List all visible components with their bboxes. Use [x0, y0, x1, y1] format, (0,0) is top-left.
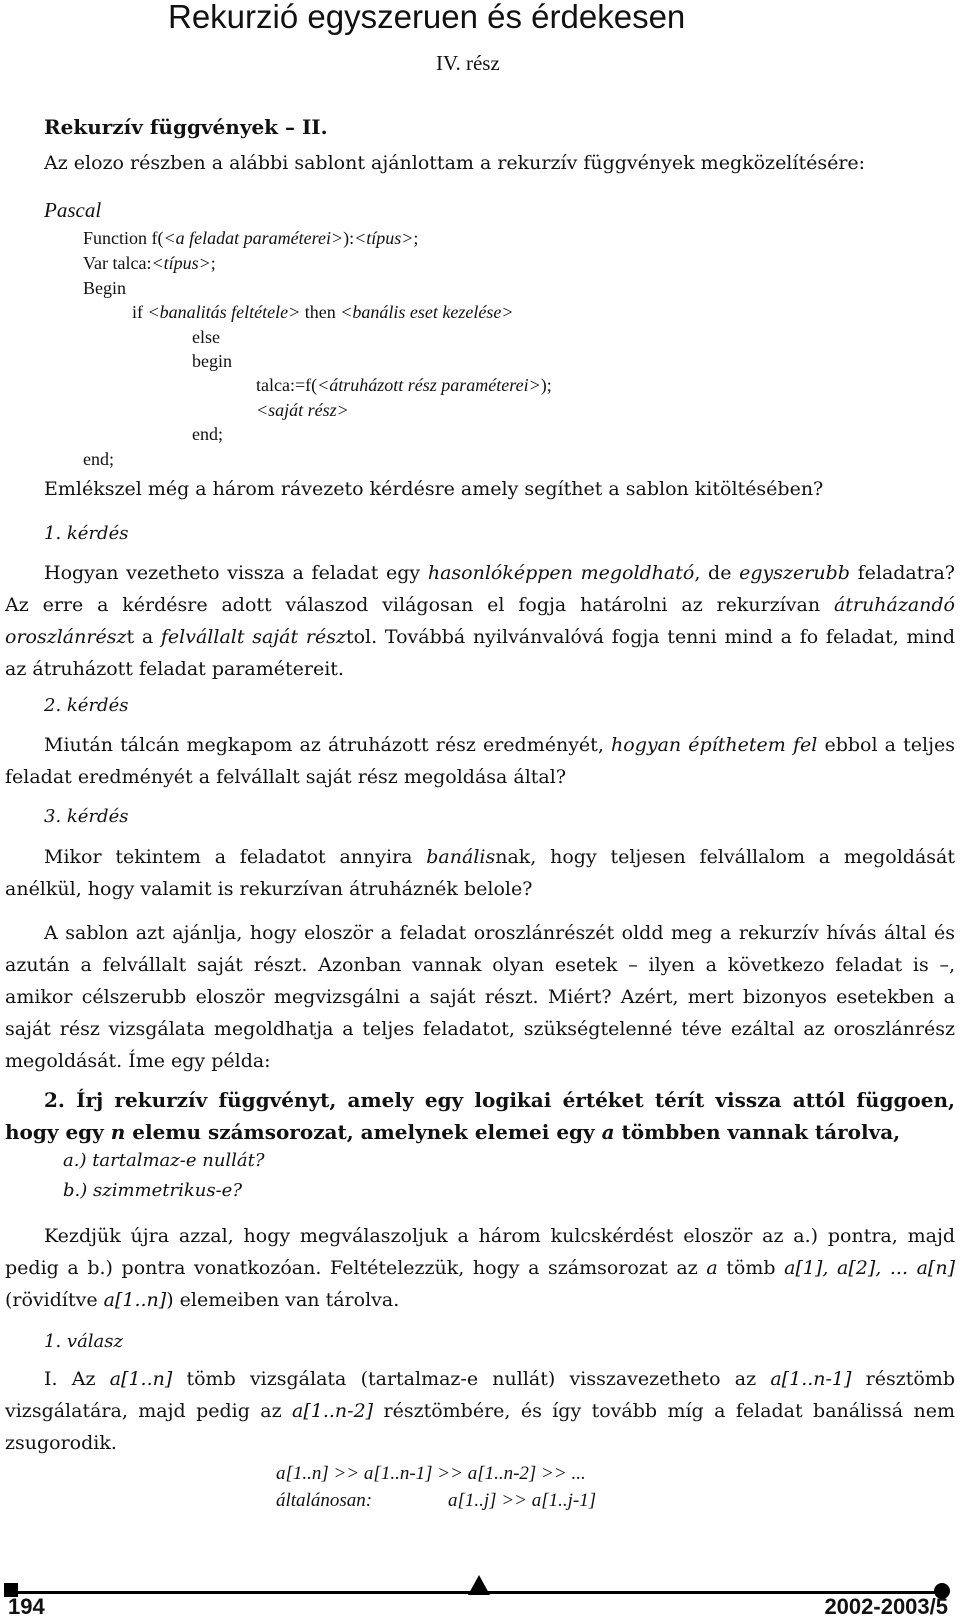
answer-label: 1. válasz — [44, 1331, 124, 1352]
formula-2-label: általánosan: — [276, 1490, 373, 1511]
code-line-5: else — [192, 327, 220, 347]
code-line-10: end; — [83, 449, 114, 469]
page-subtitle: IV. rész — [436, 51, 500, 75]
reminder-text: Emlékszel még a három rávezeto kérdésre amely segíthet a sablon kitöltésében? — [44, 478, 824, 500]
page-number: 194 — [8, 1594, 45, 1619]
question-2-label: 2. kérdés — [44, 695, 129, 716]
start-paragraph: Kezdjük újra azzal, hogy megválaszoljuk a három kulcskérdést eloször az a.) pontra, majd pedig a b.) pontra vonatkozóan. Feltételezzük, hogy a számsorozat az a tömb a[1], a[2], ... a[n] (rövidítve a[1..n]) elemeiben van tárolva. — [5, 1225, 955, 1311]
page-title: Rekurzió egyszeruen és érdekesen — [168, 0, 686, 35]
code-line-1: Function f(<a feladat paraméterei>):<típus>; — [83, 228, 419, 248]
task-statement: 2. Írj rekurzív függvényt, amely egy logikai értéket térít vissza attól függoen, hogy egy n elemu számsorozat, amelynek elemei egy a tömbben vannak tárolva, — [5, 1088, 955, 1144]
question-3-text: Mikor tekintem a feladatot annyira banálisnak, hogy teljesen felvállalom a megoldását anélkül, hogy valamit is rekurzívan átruháznék belole? — [5, 846, 955, 900]
footer-triangle-mark — [468, 1575, 490, 1595]
code-line-9: end; — [192, 424, 223, 444]
code-line-7: talca:=f(<átruházott rész paraméterei>); — [256, 375, 552, 395]
sablon-paragraph: A sablon azt ajánlja, hogy eloször a feladat oroszlánrészét oldd meg a rekurzív hívás által és azután a felvállalt saját részt. Azonban vannak olyan esetek – ilyen a következo feladat is –, amikor célszerubb eloször megvizsgálni a saját részt. Miért? Azért, mert bizonyos esetekben a saját rész vizsgálata megoldhatja a teljes feladatot, szükségtelenné téve ezáltal az oroszlánrész megoldását. Íme egy példa: — [5, 922, 955, 1072]
question-1-text: Hogyan vezetheto vissza a feladat egy hasonlóképpen megoldható, de egyszerubb feladatra? Az erre a kérdésre adott válaszod világosan el fogja határolni az rekurzívan átruházandó oroszlánrészt a felvállalt saját résztol. Továbbá nyilvánvalóvá fogja tenni mind a fo feladat, mind az átruházott feladat paramétereit. — [5, 562, 955, 680]
issue-number: 2002-2003/5 — [824, 1594, 948, 1619]
answer-paragraph: I. Az a[1..n] tömb vizsgálata (tartalmaz-e nullát) visszavezetheto az a[1..n-1] résztömb vizsgálatára, majd pedig az a[1..n-2] résztömbére, és így tovább míg a feladat banálissá nem zsugorodik. — [5, 1368, 955, 1454]
question-3-label: 3. kérdés — [44, 806, 129, 827]
section-title: Rekurzív függvények – II. — [44, 115, 328, 139]
formula-1: a[1..n] >> a[1..n-1] >> a[1..n-2] >> ... — [276, 1463, 586, 1484]
task-sub-a: a.) tartalmaz-e nullát? — [63, 1150, 265, 1171]
formula-2: a[1..j] >> a[1..j-1] — [448, 1490, 597, 1511]
intro-text: Az elozo részben a alábbi sablont ajánlottam a rekurzív függvények megközelítésére: — [44, 152, 866, 174]
code-line-2: Var talca:<típus>; — [83, 253, 216, 273]
code-line-8: <saját rész> — [256, 400, 349, 420]
language-label: Pascal — [44, 198, 102, 222]
question-2-text: Miután tálcán megkapom az átruházott rész eredményét, hogyan építhetem fel ebbol a teljes feladat eredményét a felvállalt saját rész megoldása által? — [5, 734, 955, 788]
question-1-label: 1. kérdés — [44, 523, 129, 544]
code-line-6: begin — [192, 351, 232, 371]
code-line-4: if <banalitás feltétele> then <banális eset kezelése> — [132, 302, 514, 322]
task-sub-b: b.) szimmetrikus-e? — [63, 1180, 242, 1201]
code-line-3: Begin — [83, 278, 126, 298]
